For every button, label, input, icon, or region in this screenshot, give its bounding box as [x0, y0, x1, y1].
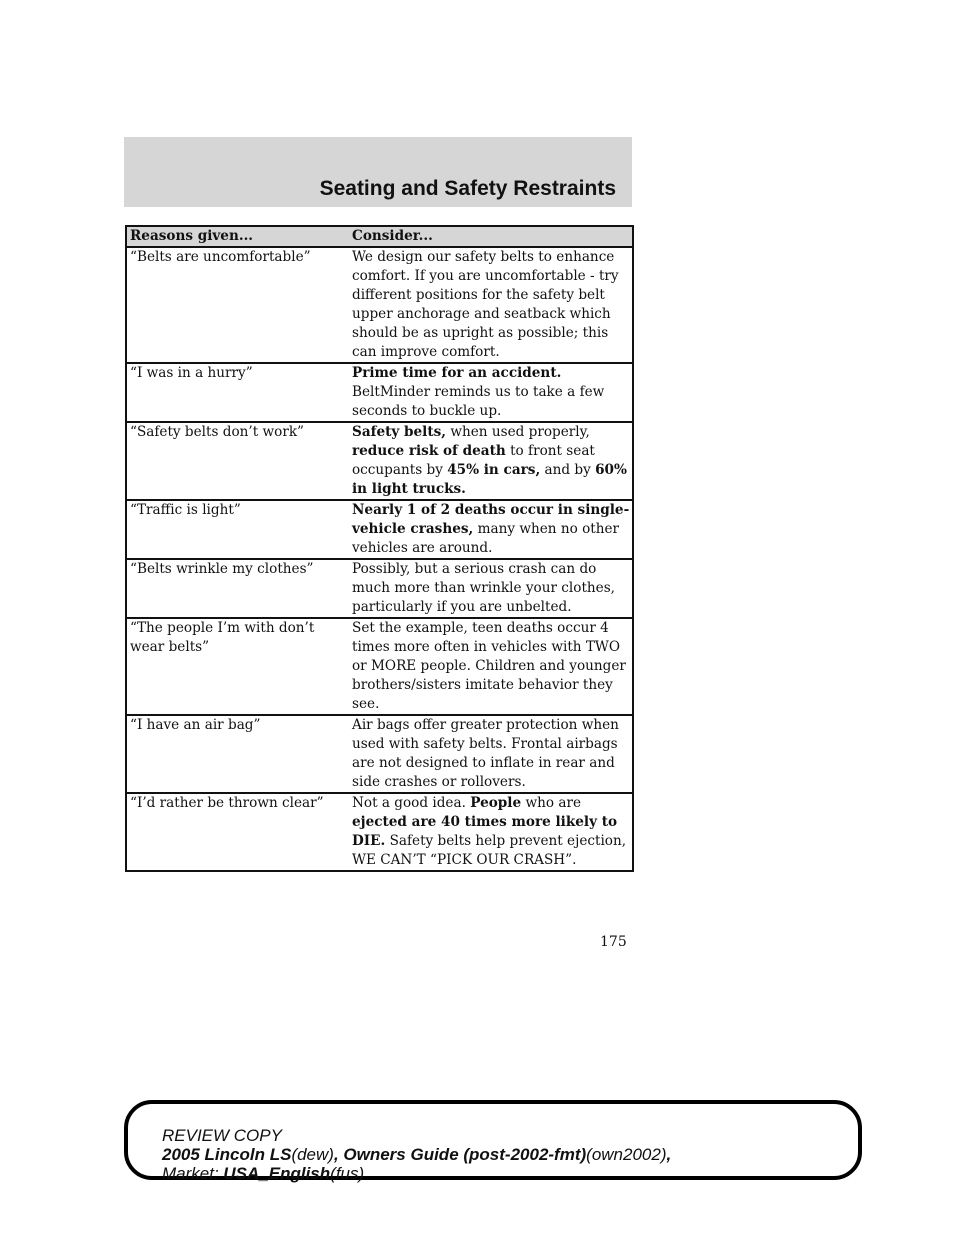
reason-cell: “Belts wrinkle my clothes”	[126, 559, 350, 618]
review-copy-text	[162, 1126, 671, 1183]
review-segment: (dew)	[291, 1145, 334, 1164]
consider-cell	[350, 247, 633, 363]
review-segment: Market:	[162, 1164, 224, 1183]
consider-text: and by	[540, 462, 596, 478]
column-header-reasons: Reasons given...	[126, 226, 350, 247]
emphasis-text: Nearly 1 of 2 deaths occur in single-vehicle crashes,	[352, 502, 630, 537]
section-title: Seating and Safety Restraints	[319, 177, 616, 200]
emphasis-text: 60% in light trucks.	[352, 462, 627, 497]
review-segment: 2005 Lincoln LS	[162, 1145, 292, 1164]
consider-cell	[350, 363, 633, 422]
consider-cell	[350, 500, 633, 559]
page-number: 175	[600, 934, 627, 950]
consider-text: to front seat occupants by	[352, 443, 595, 478]
consider-text: many when no other vehicles are around.	[352, 521, 620, 556]
review-segment: (own2002)	[586, 1145, 667, 1164]
table-row	[126, 363, 633, 422]
review-segment: USA_English	[223, 1164, 331, 1183]
review-copy-market	[162, 1164, 671, 1183]
consider-text: Set the example, teen deaths occur 4 times more often in vehicles with TWO or MORE people. Children and younger brothers/sisters imitate behavior they see.	[352, 620, 626, 712]
section-header-band	[124, 137, 632, 207]
reason-cell: “I have an air bag”	[126, 715, 350, 793]
consider-cell	[350, 793, 633, 871]
table-row	[126, 247, 633, 363]
consider-cell	[350, 559, 633, 618]
consider-text: Air bags offer greater protection when used with safety belts. Frontal airbags are not designed to inflate in rear and side crashes or rollovers.	[352, 717, 619, 790]
reasons-table	[125, 225, 634, 872]
review-segment: , Owners Guide (post-2002-fmt)	[333, 1145, 587, 1164]
column-header-consider: Consider...	[350, 226, 633, 247]
consider-text: We design our safety belts to enhance comfort. If you are uncomfortable - try different positions for the safety belt upper anchorage and seatback which should be as upright as possible; this can improve comfort.	[352, 249, 619, 360]
emphasis-text: ejected are 40 times more likely to DIE.	[352, 814, 618, 849]
emphasis-text: Safety belts,	[352, 424, 447, 440]
reason-cell: “I’d rather be thrown clear”	[126, 793, 350, 871]
table-row	[126, 715, 633, 793]
table-row	[126, 793, 633, 871]
reason-cell: “Belts are uncomfortable”	[126, 247, 350, 363]
consider-cell	[350, 422, 633, 500]
emphasis-text: 45% in cars,	[447, 462, 541, 478]
consider-text: Possibly, but a serious crash can do much more than wrinkle your clothes, particularly if you are unbelted.	[352, 561, 616, 615]
review-copy-publication	[162, 1145, 671, 1164]
reason-cell: “Traffic is light”	[126, 500, 350, 559]
reasons-table-body	[126, 247, 633, 871]
emphasis-text: People	[470, 795, 522, 811]
table-row	[126, 500, 633, 559]
emphasis-text: Prime time for an accident.	[352, 365, 562, 381]
consider-text: who are	[521, 795, 581, 811]
table-header-row	[126, 226, 633, 247]
review-segment: (fus)	[330, 1164, 365, 1183]
consider-cell	[350, 715, 633, 793]
consider-text: BeltMinder reminds us to take a few seconds to buckle up.	[352, 384, 605, 419]
reason-cell: “Safety belts don’t work”	[126, 422, 350, 500]
consider-cell	[350, 618, 633, 715]
reason-cell: “I was in a hurry”	[126, 363, 350, 422]
table-row	[126, 422, 633, 500]
consider-text: Safety belts help prevent ejection, WE CAN’T “PICK OUR CRASH”.	[352, 833, 627, 868]
reason-cell: “The people I’m with don’t wear belts”	[126, 618, 350, 715]
table-row	[126, 618, 633, 715]
consider-text: when used properly,	[446, 424, 590, 440]
emphasis-text: reduce risk of death	[352, 443, 506, 459]
review-copy-label: REVIEW COPY	[162, 1126, 282, 1145]
review-segment: ,	[666, 1145, 672, 1164]
consider-text: Not a good idea.	[352, 795, 471, 811]
table-row	[126, 559, 633, 618]
